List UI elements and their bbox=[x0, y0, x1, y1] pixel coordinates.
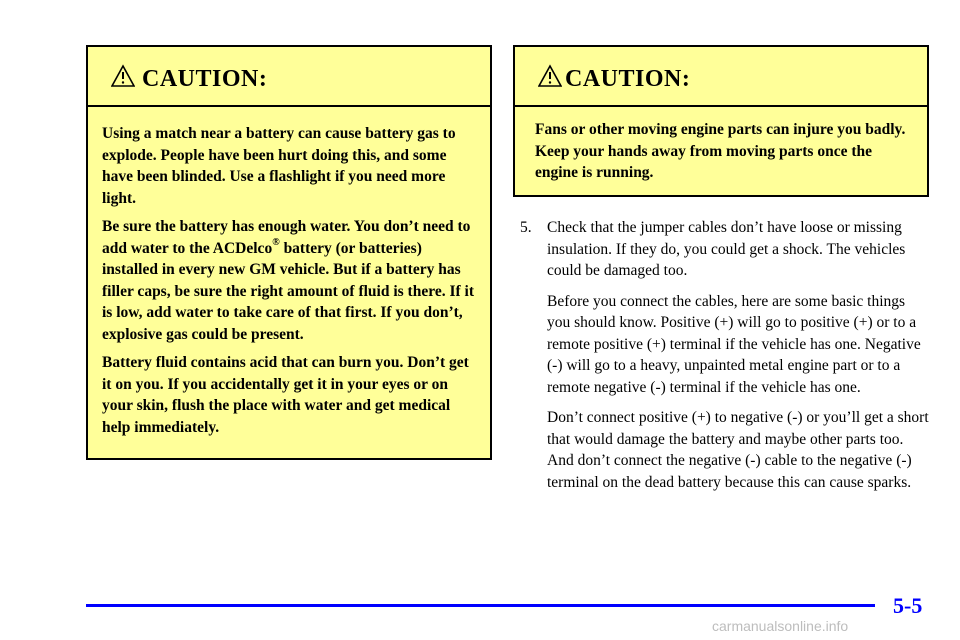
caution-header bbox=[88, 47, 490, 107]
caution-paragraph bbox=[102, 216, 478, 345]
caution-body bbox=[88, 107, 490, 458]
caution-paragraph: Using a match near a battery can cause battery gas to explode. People have been hurt doing this, and some have been blinded. Use a flashlight if you need more light. bbox=[102, 125, 456, 207]
step-paragraph: Don’t connect positive (+) to negative (-) or you’ll get a short that would damage the battery and maybe other parts too. And don’t connect the negative (-) cable to the negative (-) terminal on the dead battery because this can cause sparks. bbox=[547, 409, 929, 491]
watermark: carmanualsonline.info bbox=[712, 618, 849, 634]
caution-body bbox=[515, 107, 927, 195]
caution-text: Be sure the battery has enough water. You don’t need to add water to the ACDelco bbox=[102, 218, 471, 257]
warning-triangle-icon bbox=[538, 64, 562, 88]
caution-text: battery (or batteries) installed in every new GM vehicle. But if a battery has filler caps, be sure the right amount of fluid is there. If it is low, add water to take care of that first. If you don’t, explosive gas could be present. bbox=[102, 239, 474, 343]
caution-paragraph: Fans or other moving engine parts can injure you badly. Keep your hands away from moving parts once the engine is running. bbox=[535, 121, 906, 181]
instruction-step-5 bbox=[520, 217, 930, 502]
caution-box-fans bbox=[513, 45, 929, 197]
step-paragraph: Before you connect the cables, here are some basic things you should know. Positive (+) will go to positive (+) or to a remote positive (+) terminal if the vehicle has one. Negative (-) will go to a heavy, unpainted metal engine part or to a remote negative (-) terminal if the vehicle has one. bbox=[547, 292, 921, 396]
step-content bbox=[547, 217, 930, 493]
registered-trademark: ® bbox=[272, 237, 280, 249]
caution-title: CAUTION: bbox=[142, 66, 268, 92]
footer-rule bbox=[86, 604, 875, 607]
caution-header bbox=[515, 47, 927, 107]
warning-triangle-icon bbox=[111, 64, 135, 88]
page-number: 5-5 bbox=[893, 593, 923, 618]
caution-box-battery bbox=[86, 45, 492, 460]
caution-paragraph: Battery fluid contains acid that can burn you. Don’t get it on you. If you accidentally get it in your eyes or on your skin, flush the place with water and get medical help immediately. bbox=[102, 354, 469, 436]
step-number: 5. bbox=[520, 219, 532, 236]
caution-title: CAUTION: bbox=[565, 66, 691, 92]
step-paragraph: Check that the jumper cables don’t have loose or missing insulation. If they do, you could get a shock. The vehicles could be damaged too. bbox=[547, 219, 906, 279]
